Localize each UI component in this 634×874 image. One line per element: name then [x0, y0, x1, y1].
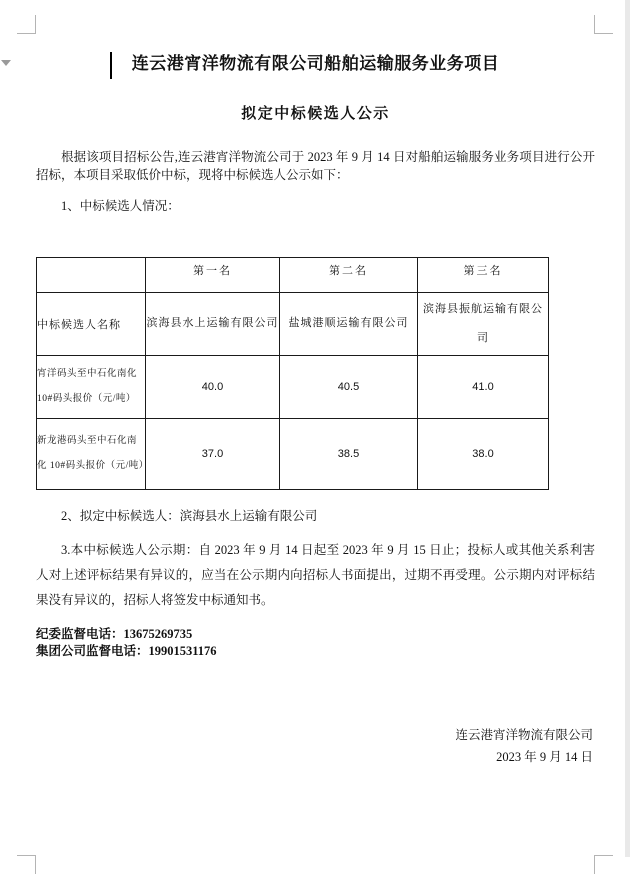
margin-crop-mark-top-left [17, 15, 36, 34]
document-content [36, 0, 595, 768]
signature-company: 连云港宵洋物流有限公司 [455, 727, 593, 742]
xiaoyang-price-3: 41.0 [418, 355, 549, 418]
margin-crop-mark-top-right [594, 15, 613, 34]
margin-crop-mark-bottom-right [594, 855, 613, 874]
candidate-1-name: 滨海县水上运输有限公司 [146, 292, 280, 355]
table-header-row [37, 257, 549, 292]
row-label-xinlonggang-route: 新龙港码头至中石化南化 10#码头报价（元/吨） [37, 418, 146, 489]
item-2-paragraph: 2、拟定中标候选人：滨海县水上运输有限公司 [61, 508, 318, 523]
heading-collapse-icon[interactable] [1, 60, 11, 66]
intro-paragraph: 根据该项目招标公告,连云港宵洋物流公司于 2023 年 9 月 14 日对船舶运输服务业务项目进行公开招标，本项目采取低价中标，现将中标候选人公示如下： [36, 150, 595, 182]
xinlonggang-price-1: 37.0 [146, 418, 280, 489]
page-edge-strip [625, 0, 630, 857]
supervision-phones [36, 626, 595, 660]
discipline-phone-line: 纪委监督电话：13675269735 [36, 626, 193, 641]
signature-date: 2023 年 9 月 14 日 [496, 749, 593, 764]
row-label-xiaoyang-route: 宵洋码头至中石化南化 10#码头报价（元/吨） [37, 355, 146, 418]
document-subtitle: 拟定中标候选人公示 [241, 106, 390, 122]
xinlonggang-price-2: 38.5 [280, 418, 418, 489]
table-header-cell-second: 第二名 [280, 257, 418, 292]
item-1-heading: 1、中标候选人情况： [61, 198, 180, 213]
item-3-paragraph: 3.本中标候选人公示期：自 2023 年 9 月 14 日起至 2023 年 9 月 15 日止；投标人或其他关系利害人对上述评标结果有异议的，应当在公示期内向招标人书面提出，过期不再受理。公示期内对评标结果没有异议的，招标人将签发中标通知书。 [36, 543, 595, 607]
xiaoyang-price-1: 40.0 [146, 355, 280, 418]
table-header-cell-third: 第三名 [418, 257, 549, 292]
group-company-phone-line: 集团公司监督电话：19901531176 [36, 643, 217, 658]
table-row-price-xinlonggang [37, 418, 549, 489]
margin-crop-mark-bottom-left [17, 855, 36, 874]
table-row-price-xiaoyang [37, 355, 549, 418]
candidate-2-name: 盐城港顺运输有限公司 [280, 292, 418, 355]
signature-block [36, 724, 595, 768]
document-title: 连云港宵洋物流有限公司船舶运输服务业务项目 [131, 54, 500, 73]
row-label-candidate-names: 中标候选人名称 [37, 292, 146, 355]
bid-candidates-table [36, 257, 549, 490]
table-header-cell-first: 第一名 [146, 257, 280, 292]
table-header-cell-empty [37, 257, 146, 292]
table-row-candidate-names [37, 292, 549, 355]
xinlonggang-price-3: 38.0 [418, 418, 549, 489]
xiaoyang-price-2: 40.5 [280, 355, 418, 418]
candidate-3-name: 滨海县振航运输有限公司 [418, 292, 549, 355]
